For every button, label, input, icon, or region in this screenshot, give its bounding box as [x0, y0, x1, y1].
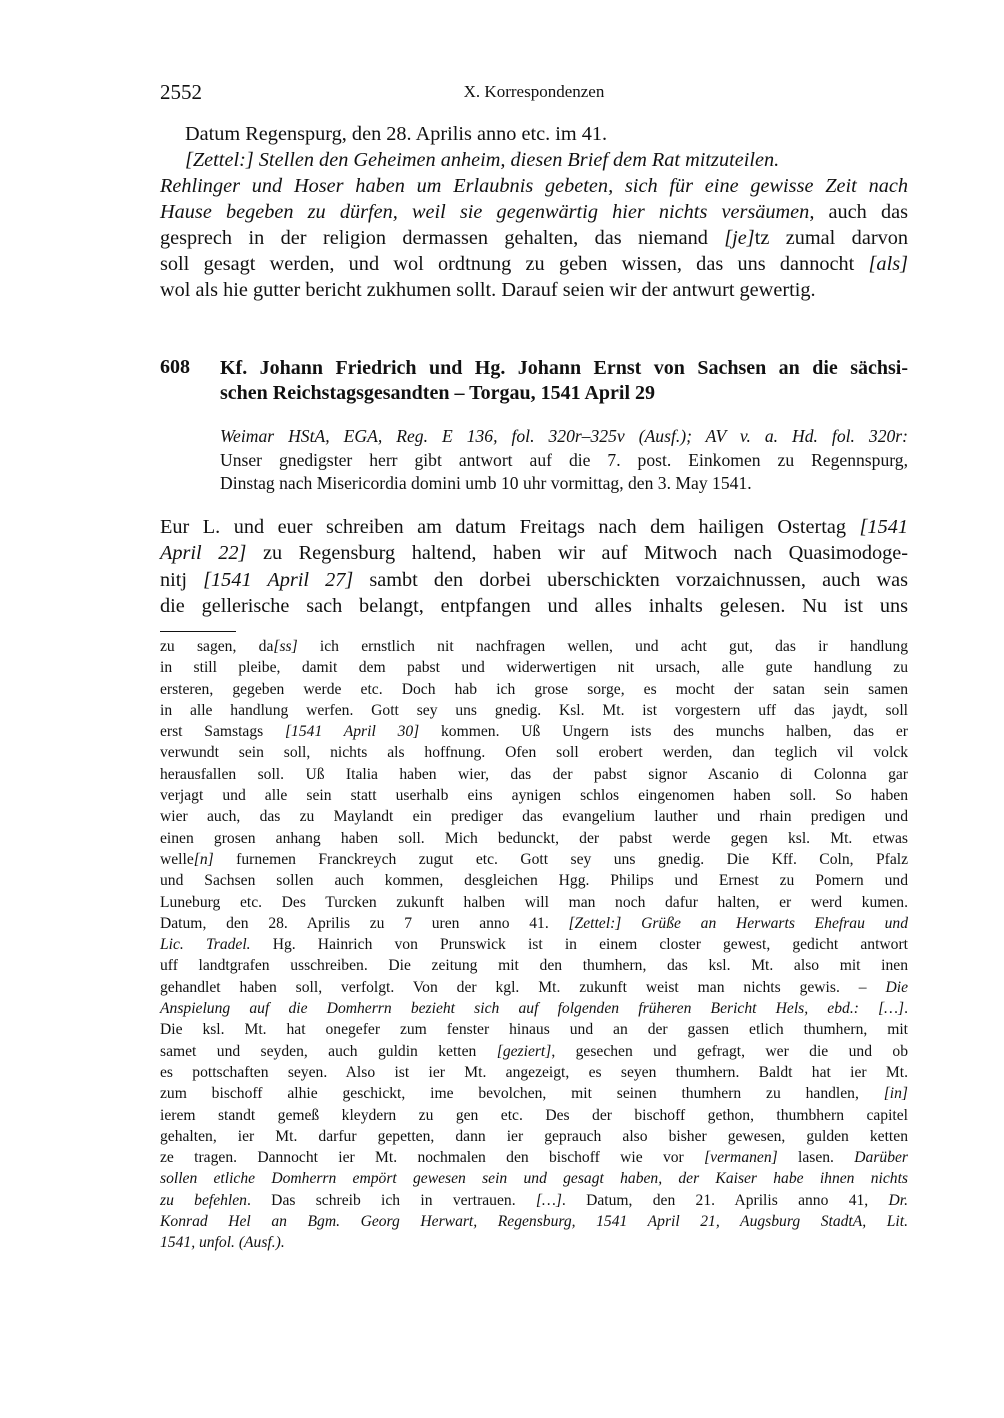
text-line: [160, 567, 908, 593]
text: verwundt sein soll, nichts als hoffnung. Ofen soll erobert werden, dan teglich vil volck: [160, 744, 908, 762]
italic-text: Hause begeben zu dürfen, weil sie gegenwärtig hier nichts versäumen,: [160, 201, 815, 223]
running-head: X. Korrespondenzen: [463, 82, 605, 101]
text: ersteren, gegeben werde etc. Doch hab ich grose sorge, es mocht der satan sein samen: [160, 680, 908, 698]
text-line: [160, 1190, 908, 1211]
text-line: [220, 472, 908, 496]
text-line: [160, 199, 908, 225]
text-line: [160, 1062, 908, 1083]
text-line: [160, 700, 908, 721]
text: . Datum, den 21. Aprilis anno 41,: [561, 1191, 889, 1209]
italic-text: [je]: [724, 227, 755, 249]
page-number: 2552: [160, 80, 202, 104]
text-line: [160, 1041, 908, 1062]
text: welle: [160, 850, 194, 868]
text: gehandlet haben soll, verfolgt. Von der kgl. Mt. zukunft weist man nichts gewis. –: [160, 978, 886, 996]
text: in alle handlung werfen. Gott sey uns gnedig. Ksl. Mt. ist vorgestern uff das jaydt, soll: [160, 701, 908, 719]
text-line: [160, 121, 908, 147]
text: ierem standt gemeß kleydern zu gen etc. Des der bischoff gethon, thumbhern capitel: [160, 1106, 908, 1124]
text: furnemen Franckreych zugut etc. Gott sey uns gnedig. Die Kff. Coln, Pfalz: [213, 850, 908, 868]
italic-text: [als]: [868, 253, 908, 275]
text-line: [160, 514, 908, 540]
italic-text: Rehlinger und Hoser haben um Erlaubnis gebeten, sich für eine gewisse Zeit nach: [160, 175, 908, 197]
italic-text: Konrad Hel an Bgm. Georg Herwart, Regensburg, 1541 April 21, Augsburg StadtA, Lit.: [160, 1213, 908, 1231]
text: Eur L. und euer schreiben am datum Freitags nach dem hailigen Ostertag: [160, 516, 860, 538]
text: Luneburg etc. Des Turcken zukunft halben will man noch dafur halten, er werd kumen.: [160, 893, 908, 911]
text-line: [160, 1019, 908, 1040]
italic-text: Anspielung auf die Domherrn bezieht sich auf folgenden früheren Bericht Hels, ebd.: […]: [160, 1000, 905, 1018]
text-line: [160, 225, 908, 251]
text: ich ernstlich nit nachfragen wellen, und acht gut, das ir handlung: [297, 638, 908, 655]
text-line: [160, 764, 908, 785]
text: in still pleibe, damit dem pabst und widerwertigen nit ursach, alle gute handlung zu: [160, 659, 908, 677]
text-line: [160, 913, 908, 934]
text-line: [160, 892, 908, 913]
text-line: [160, 955, 908, 976]
text-line: [160, 679, 908, 700]
text: verjagt und alle sein statt userhalb eins aynigen schlos eingenomen haben soll. So haben: [160, 787, 908, 805]
text-line: [160, 540, 908, 566]
document-title: [220, 356, 908, 406]
text: erst Samstags: [160, 723, 285, 741]
italic-text: Dr.: [888, 1191, 908, 1209]
italic-text: Die: [885, 978, 908, 996]
text-line: [220, 425, 908, 449]
footnote-rule: [160, 631, 236, 632]
letter-body: [160, 514, 908, 619]
text-line: [160, 657, 908, 678]
text: die gellerische sach belangt, entpfangen und alles inhalts gelesen. Nu ist uns: [160, 594, 908, 617]
italic-text: Darüber: [854, 1149, 908, 1167]
text-line: [160, 147, 908, 173]
document-title-line: Kf. Johann Friedrich und Hg. Johann Ernst von Sachsen an die sächsi-: [220, 357, 908, 379]
text-line: [160, 1168, 908, 1189]
text: es pottschaften seyen. Also ist ier Mt. angezeigt, es seyen thumhern. Baldt hat ier Mt.: [160, 1063, 908, 1081]
text-line: [160, 1147, 908, 1168]
text: zu sagen, da: [160, 638, 274, 655]
text: .: [904, 1000, 908, 1018]
text-line: [160, 742, 908, 763]
source-note: [220, 425, 908, 496]
italic-text: [geziert]: [496, 1042, 552, 1060]
text-line: [160, 636, 908, 657]
footnote: [160, 636, 908, 1254]
text: sambt den dorbei uberschickten vorzaichnussen, auch was: [353, 568, 908, 591]
text: Dinstag nach Misericordia domini umb 10 uhr vormittag, den 3. May 1541.: [220, 473, 752, 493]
italic-text: Weimar HStA, EGA, Reg. E 136, fol. 320r–325v (Ausf.); AV v. a. Hd. fol. 320r:: [220, 426, 908, 446]
text-line: [160, 251, 908, 277]
letter-closing-paragraph: [160, 121, 908, 303]
text: soll gesagt werden, und wol ordtnung zu geben wissen, das uns dannocht: [160, 253, 869, 275]
text: gesprech in der religion dermassen gehalten, das niemand: [160, 227, 725, 249]
text: tz zumal darvon: [754, 227, 908, 249]
text-line: [160, 1105, 908, 1126]
italic-text: [n]: [193, 850, 214, 868]
text-line: [160, 1211, 908, 1232]
text: und Sachsen sollen auch kommen, desgleichen Hgg. Philips und Ernest zu Pomern und: [160, 872, 908, 890]
text: wol als hie gutter bericht zukhumen sollt. Darauf seien wir der antwurt gewertig.: [160, 279, 816, 301]
text-line: [160, 1232, 908, 1253]
text-line: [160, 828, 908, 849]
text-line: [160, 977, 908, 998]
document-number: 608: [160, 356, 190, 378]
text-line: [160, 593, 908, 619]
text-line: [160, 870, 908, 891]
text: Datum, den 28. Aprilis zu 7 uren anno 41.: [160, 914, 569, 932]
text-line: [160, 785, 908, 806]
text: gehalten, ier Mt. darfur gepetten, dann ier geprauch also bisher gewesen, gulden ketten: [160, 1127, 908, 1145]
text: lasen.: [777, 1149, 855, 1167]
text: Hg. Hainrich von Prunswick ist in einem closter gewest, gedicht antwort: [250, 936, 909, 954]
text: zum bischoff alhie geschickt, ime bevolchen, mit seinen thumhern zu handlen,: [160, 1085, 884, 1103]
text: Die ksl. Mt. hat onegefer zum fenster hinaus und an der gassen etlich thumhern, mit: [160, 1021, 908, 1039]
text-line: [160, 934, 908, 955]
italic-text: […]: [535, 1191, 562, 1209]
text: kommen. Uß Ungern ists des munchs halben, das er: [419, 723, 908, 741]
text: auch das: [814, 201, 908, 223]
italic-text: [vermanen]: [704, 1149, 778, 1167]
document-title-line: schen Reichstagsgesandten – Torgau, 1541 April 29: [220, 382, 656, 404]
text-line: [160, 849, 908, 870]
italic-text: Lic. Tradel.: [160, 936, 251, 954]
text: zu Regensburg haltend, haben wir auf Mitwoch nach Quasimodoge-: [246, 542, 909, 565]
italic-text: [ss]: [273, 638, 298, 655]
text-line: [160, 998, 908, 1019]
text-line: [160, 721, 908, 742]
text: ze tragen. Dannocht ier Mt. nochmalen den bischoff wie vor: [160, 1149, 705, 1167]
italic-text: [Zettel:] Stellen den Geheimen anheim, diesen Brief dem Rat mitzuteilen.: [185, 149, 780, 171]
text-line: [160, 277, 908, 303]
italic-text: April 22]: [160, 542, 247, 565]
text-line: [220, 449, 908, 473]
italic-text: [Zettel:] Grüße an Herwarts Ehefrau und: [568, 914, 909, 932]
text: Datum Regenspurg, den 28. Aprilis anno etc. im 41.: [185, 123, 608, 145]
italic-text: zu befehlen: [160, 1191, 247, 1209]
text: samet und seyden, auch guldin ketten: [160, 1042, 497, 1060]
text-line: [160, 1126, 908, 1147]
text: Unser gnedigster herr gibt antwort auf die 7. post. Einkomen zu Regennspurg,: [220, 449, 908, 470]
italic-text: [1541 April 30]: [284, 723, 420, 741]
italic-text: [1541: [859, 516, 908, 538]
italic-text: sollen etliche Domherrn empört gewesen sein und gesagt haben, der Kaiser habe ihnen nichts: [160, 1170, 908, 1188]
text: herausfallen soll. Uß Italia haben wier, das der pabst signor Ascanio di Colonna gar: [160, 765, 908, 783]
italic-text: [in]: [883, 1085, 908, 1103]
text: . Das schreib ich in vertrauen.: [246, 1191, 536, 1209]
text: , gesechen und gefragt, wer die und ob: [551, 1042, 909, 1060]
text: nitj: [160, 568, 204, 591]
text: einen grosen anhang haben soll. Mich bedunckt, der pabst werde gegen ksl. Mt. etwas: [160, 829, 908, 847]
text-line: [160, 173, 908, 199]
text-line: [160, 806, 908, 827]
italic-text: 1541, unfol. (Ausf.).: [160, 1234, 285, 1252]
text-line: [160, 1083, 908, 1104]
italic-text: [1541 April 27]: [203, 568, 354, 591]
text: uff landtgrafen usschreiben. Die zeitung mit den thumhern, das ksl. Mt. also mit inen: [160, 957, 908, 975]
text: wier auch, das zu Maylandt ein prediger das evangelium lauther und rhain predigen und: [160, 808, 908, 826]
